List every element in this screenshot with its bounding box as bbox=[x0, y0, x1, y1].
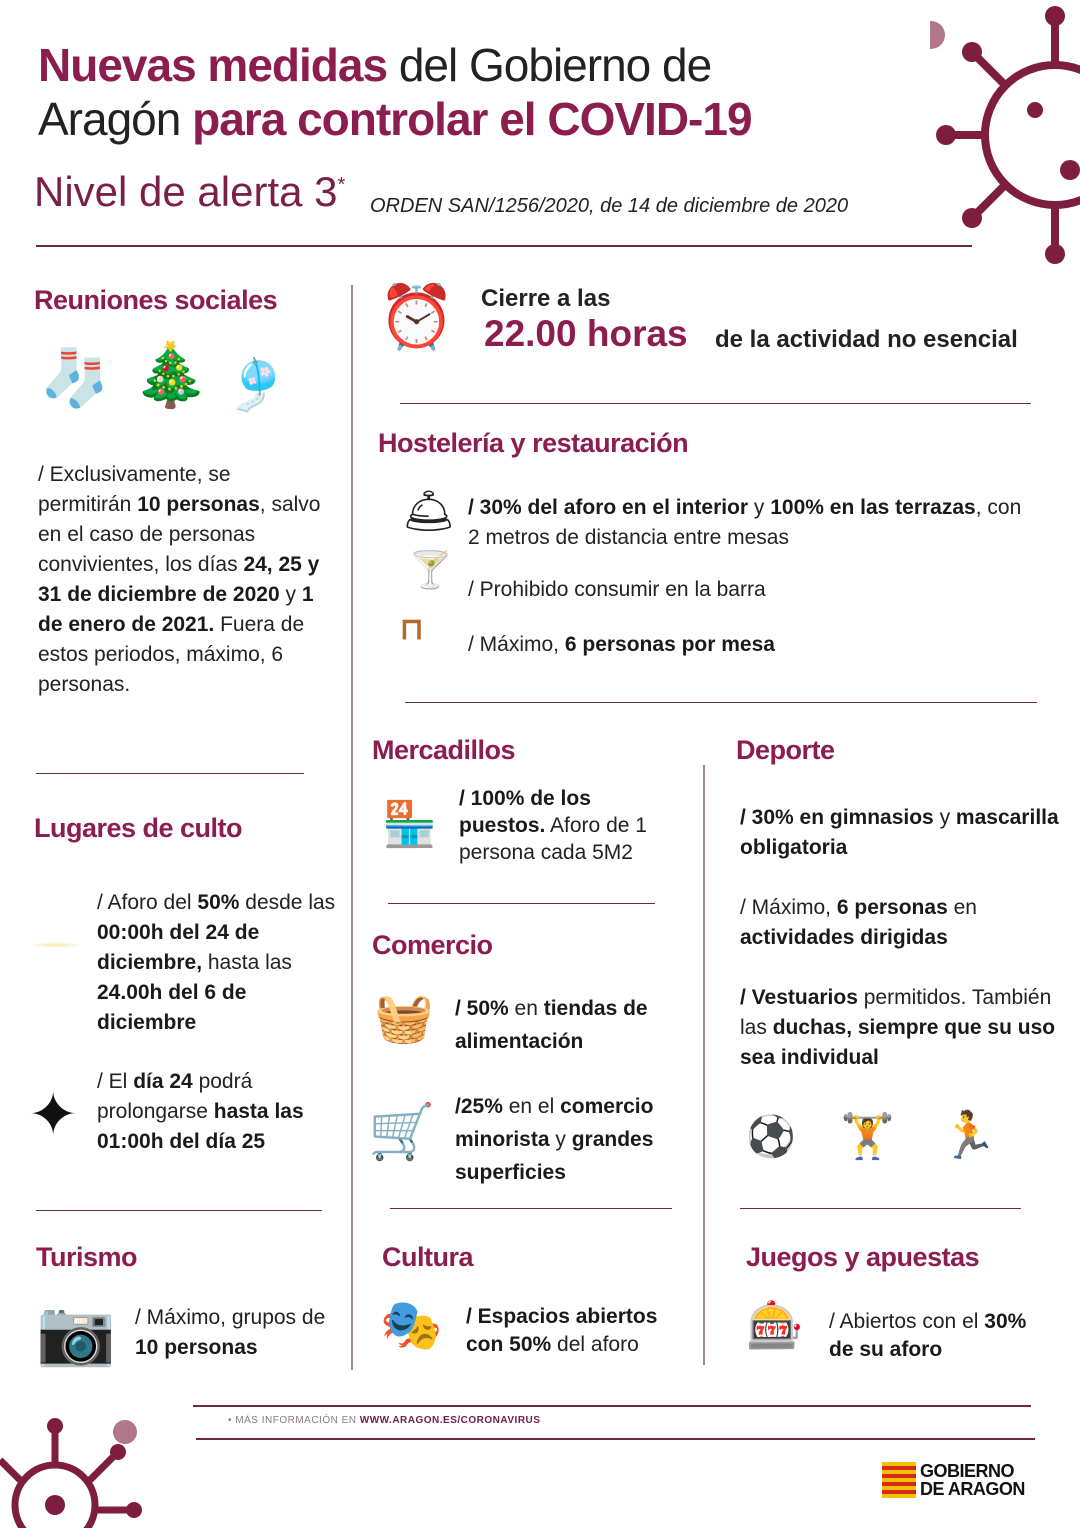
text: del Gobierno de bbox=[387, 39, 712, 91]
bold-text: / Vestuarios bbox=[740, 986, 858, 1009]
more-info: • MÁS INFORMACIÓN EN WWW.ARAGON.ES/CORONAVIRUS bbox=[228, 1415, 541, 1426]
culto-item-1 bbox=[97, 888, 347, 1038]
text: del aforo bbox=[551, 1333, 639, 1356]
turismo-text bbox=[135, 1303, 335, 1363]
column-divider-2 bbox=[703, 765, 705, 1365]
order-reference: ORDEN SAN/1256/2020, de 14 de diciembre de 2020 bbox=[370, 195, 849, 217]
section-title-mercadillos: Mercadillos bbox=[372, 735, 516, 765]
text: / Aforo del bbox=[97, 891, 198, 914]
bold-text: para controlar el COVID-19 bbox=[192, 93, 752, 145]
text: , salvo en el caso de personas convivientes, los días bbox=[38, 493, 321, 576]
text: / Exclusivamente, se permitirán bbox=[38, 463, 231, 516]
section-title-cultura: Cultura bbox=[382, 1242, 473, 1272]
weightlifter-icon: 🏋 bbox=[840, 1112, 895, 1161]
text: y bbox=[279, 583, 302, 606]
bold-text: / 100% de los puestos. bbox=[459, 787, 591, 837]
text: en bbox=[947, 896, 977, 919]
christmas-tree-icon: 🎄 bbox=[132, 341, 210, 410]
closing-label: Cierre a las bbox=[481, 285, 611, 312]
section-title-deporte: Deporte bbox=[736, 735, 835, 765]
divider bbox=[400, 403, 1031, 404]
bold-text: 30% de su aforo bbox=[829, 1310, 1027, 1361]
reuniones-text bbox=[38, 460, 328, 700]
text: desde las bbox=[239, 891, 336, 914]
aragon-flag-icon bbox=[882, 1462, 916, 1498]
text: , con 2 metros de distancia entre mesas bbox=[468, 496, 1022, 549]
closing-scope: de la actividad no esencial bbox=[715, 326, 1018, 353]
comercio-item-2 bbox=[455, 1090, 700, 1189]
casino-chips-icon: 🎰 bbox=[746, 1299, 804, 1351]
divider bbox=[740, 1208, 1021, 1209]
divider bbox=[388, 903, 655, 904]
footer-divider-bottom bbox=[196, 1438, 1035, 1440]
bold-text: 00:00h del 24 de diciembre, bbox=[97, 921, 260, 974]
text: / Máximo, grupos de bbox=[135, 1306, 326, 1329]
text: / Abiertos con el bbox=[829, 1310, 985, 1333]
page-title bbox=[38, 38, 752, 146]
sparkle-star-icon: ✦ bbox=[28, 1081, 79, 1148]
gobierno-aragon-logo bbox=[882, 1462, 1025, 1498]
table-chairs-icon: ⊓ bbox=[400, 613, 424, 646]
bold-text: mascarilla obligatoria bbox=[740, 806, 1059, 859]
header-divider bbox=[36, 245, 972, 247]
bold-text: tiendas de alimentación bbox=[455, 997, 648, 1053]
divider bbox=[405, 702, 1037, 703]
text: y bbox=[933, 806, 956, 829]
text: Aforo de 1 persona cada 5M2 bbox=[459, 814, 647, 864]
bold-text: 24, 25 y 31 de diciembre de 2020 bbox=[38, 553, 320, 606]
bold-text: comercio minorista bbox=[455, 1095, 654, 1151]
logo-line-1: GOBIERNO bbox=[920, 1461, 1015, 1481]
text: Fuera de estos periodos, máximo, 6 personas. bbox=[38, 613, 305, 696]
shopping-cart-icon: 🛒 bbox=[368, 1102, 436, 1162]
text: / Prohibido consumir en la barra bbox=[468, 578, 766, 601]
section-title-reuniones: Reuniones sociales bbox=[34, 285, 278, 315]
bold-text: 10 personas bbox=[135, 1336, 258, 1359]
culto-item-2 bbox=[97, 1067, 342, 1157]
logo-line-2: DE ARAGON bbox=[920, 1479, 1025, 1499]
text: / El bbox=[97, 1070, 134, 1093]
more-info-prefix: MÁS INFORMACIÓN EN bbox=[235, 1415, 360, 1426]
bold-text: 1 de enero de 2021. bbox=[38, 583, 314, 636]
deporte-item-3 bbox=[740, 983, 1060, 1073]
more-info-link[interactable]: WWW.ARAGON.ES/CORONAVIRUS bbox=[359, 1415, 541, 1426]
bold-text: / 30% del aforo en el interior bbox=[468, 496, 749, 519]
text: Aragón bbox=[38, 93, 193, 145]
hosteleria-item-3 bbox=[468, 630, 1028, 660]
divider bbox=[36, 773, 304, 774]
theater-masks-icon: 🎭 bbox=[380, 1297, 443, 1353]
text: podrá prolongarse bbox=[97, 1070, 253, 1123]
text: / Máximo, bbox=[468, 633, 565, 656]
deporte-item-1 bbox=[740, 803, 1060, 863]
deporte-item-2 bbox=[740, 893, 1060, 953]
virus-icon-top-right bbox=[930, 0, 1080, 270]
text: hasta las bbox=[202, 951, 292, 974]
bold-text: 100% en las terrazas bbox=[770, 496, 976, 519]
divider bbox=[36, 1210, 322, 1211]
bold-text: 6 personas bbox=[836, 896, 948, 919]
closing-time: 22.00 horas bbox=[484, 313, 688, 354]
alert-asterisk: * bbox=[337, 174, 346, 196]
bold-text: / 50% bbox=[455, 997, 509, 1020]
section-title-culto: Lugares de culto bbox=[34, 813, 243, 843]
bold-text: actividades dirigidas bbox=[740, 926, 948, 949]
alert-level-text: Nivel de alerta 3 bbox=[34, 168, 338, 215]
runner-icon: 🏃 bbox=[940, 1109, 998, 1161]
hosteleria-item-2 bbox=[468, 575, 1028, 605]
market-stall-icon: 🏪 bbox=[382, 800, 437, 849]
text: en bbox=[508, 997, 544, 1020]
serving-cloche-icon: 🛎 bbox=[402, 487, 456, 534]
grocery-basket-icon: 🧺 bbox=[374, 992, 434, 1045]
bold-text: 24.00h del 6 de diciembre bbox=[97, 981, 247, 1034]
comercio-item-1 bbox=[455, 992, 695, 1058]
juegos-text bbox=[829, 1308, 1029, 1364]
divider bbox=[390, 1208, 672, 1209]
bold-text: / 30% en gimnasios bbox=[740, 806, 934, 829]
section-title-turismo: Turismo bbox=[36, 1242, 138, 1272]
bold-text: 50% bbox=[197, 891, 240, 914]
text: / Máximo, bbox=[740, 896, 837, 919]
virus-icon-bottom-left bbox=[0, 1410, 150, 1528]
christmas-stocking-icon: 🧦 bbox=[40, 346, 110, 409]
section-title-comercio: Comercio bbox=[372, 930, 493, 960]
bold-text: 6 personas por mesa bbox=[564, 633, 775, 656]
footer-divider-top bbox=[193, 1405, 1031, 1407]
bold-text: Nuevas medidas bbox=[38, 39, 388, 91]
section-title-juegos: Juegos y apuestas bbox=[746, 1242, 980, 1272]
text: permitidos. También las bbox=[740, 986, 1052, 1039]
title-line-1 bbox=[38, 38, 752, 92]
bold-text: /25% bbox=[455, 1095, 503, 1118]
camera-icon: 📷 bbox=[36, 1296, 116, 1368]
hosteleria-item-1 bbox=[468, 493, 1038, 553]
section-title-hosteleria: Hostelería y restauración bbox=[378, 428, 689, 458]
column-divider-1 bbox=[351, 285, 353, 1370]
cocktail-icon: 🍸 bbox=[408, 549, 453, 590]
mercadillos-text bbox=[459, 785, 679, 866]
text: y bbox=[748, 496, 771, 519]
bold-text: día 24 bbox=[133, 1070, 193, 1093]
alert-level bbox=[34, 168, 345, 216]
soccer-ball-icon: ⚽ bbox=[746, 1115, 796, 1159]
bold-text: hasta las 01:00h del día 25 bbox=[97, 1100, 304, 1153]
bold-text: duchas, siempre que su uso sea individual bbox=[740, 1016, 1056, 1069]
bold-text: / Espacios abiertos con 50% bbox=[466, 1305, 658, 1356]
alarm-clock-icon: ⏰ bbox=[378, 283, 456, 352]
bold-text: 10 personas bbox=[137, 493, 260, 516]
light-glow-icon bbox=[28, 942, 83, 948]
cultura-text bbox=[466, 1303, 696, 1359]
text: y bbox=[549, 1128, 572, 1151]
christmas-baubles-icon: 🎐 bbox=[225, 357, 288, 413]
text: en el bbox=[502, 1095, 561, 1118]
bold-text: grandes superficies bbox=[455, 1128, 654, 1184]
title-line-2 bbox=[38, 92, 752, 146]
